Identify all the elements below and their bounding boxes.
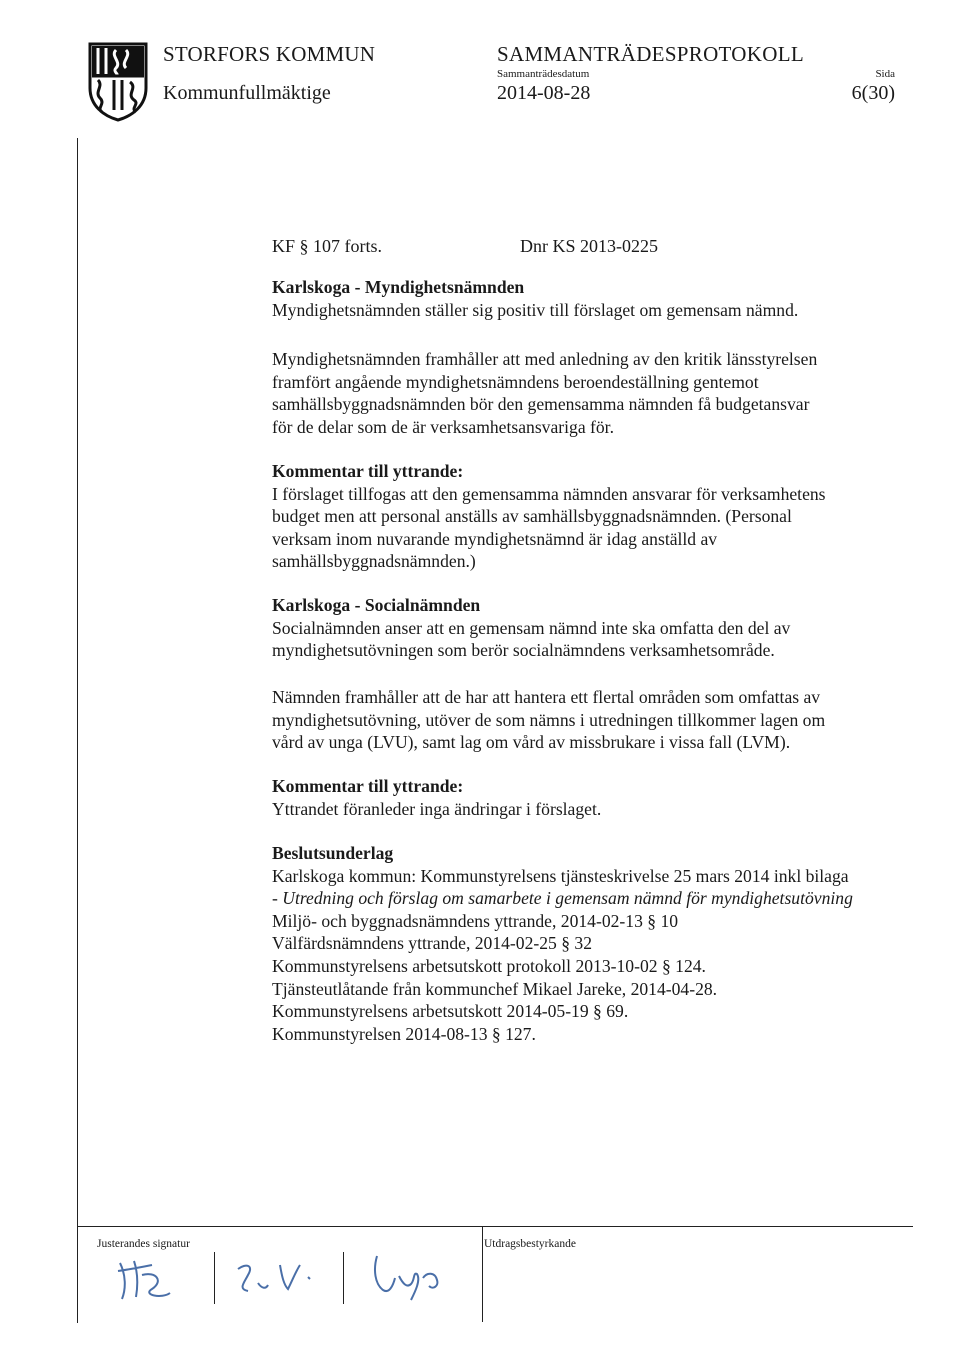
meeting-date-label: Sammanträdesdatum bbox=[497, 68, 590, 80]
text-line: samhällsbyggnadsnämnden bör den gemensamma nämnden få budgetansvar bbox=[272, 394, 810, 415]
signature-initials-2 bbox=[228, 1255, 328, 1305]
reference-line: Tjänsteutlåtande från kommunchef Mikael Jareke, 2014-04-28. bbox=[272, 978, 718, 999]
signature-divider bbox=[214, 1252, 215, 1304]
meeting-date: 2014-08-28 bbox=[497, 82, 591, 104]
text-line: verksam inom nuvarande myndighetsnämnd är idag anställd av bbox=[272, 528, 718, 549]
paragraph: Yttrandet föranleder inga ändringar i förslaget. bbox=[272, 798, 602, 819]
beslutsunderlag-section bbox=[272, 842, 853, 1045]
reference-line: - Utredning och förslag om samarbete i gemensam nämnd för myndighetsutövning bbox=[272, 888, 853, 909]
extract-certification-label: Utdragsbestyrkande bbox=[484, 1238, 576, 1250]
section-heading: Karlskoga - Socialnämnden bbox=[272, 595, 481, 615]
signature-initials-3 bbox=[365, 1250, 465, 1310]
footer-divider bbox=[482, 1226, 483, 1322]
reference-line: Kommunstyrelsen 2014-08-13 § 127. bbox=[272, 1023, 536, 1044]
section-heading: Beslutsunderlag bbox=[272, 843, 394, 863]
coat-of-arms-logo bbox=[86, 40, 150, 127]
organization-name: STORFORS KOMMUN bbox=[163, 42, 376, 66]
text-line: myndighetsutövningen som berör socialnämndens verksamhetsområde. bbox=[272, 640, 775, 661]
paragraph: Myndighetsnämnden ställer sig positiv till förslaget om gemensam nämnd. bbox=[272, 299, 799, 320]
text-line: myndighetsutövning, utöver de som nämns i utredningen tillkommer lagen om bbox=[272, 709, 826, 730]
reference-line: Kommunstyrelsens arbetsutskott protokoll 2013-10-02 § 124. bbox=[272, 955, 706, 976]
kommentar-2-section bbox=[272, 775, 601, 820]
comment-heading: Kommentar till yttrande: bbox=[272, 776, 464, 796]
text-line: budget men att personal anställs av samhällsbyggnadsnämnden. (Personal bbox=[272, 506, 792, 527]
text-line: vård av unga (LVU), samt lag om vård av missbrukare i vissa fall (LVM). bbox=[272, 732, 791, 753]
myndighet-section bbox=[272, 276, 798, 321]
organization-body: Kommunfullmäktige bbox=[163, 82, 331, 104]
social-paragraph-2 bbox=[272, 686, 825, 754]
case-number: Dnr KS 2013-0225 bbox=[520, 236, 658, 256]
kommentar-1-section bbox=[272, 460, 826, 573]
reference-line: Kommunstyrelsens arbetsutskott 2014-05-19 § 69. bbox=[272, 1001, 629, 1022]
section-heading: Karlskoga - Myndighetsnämnden bbox=[272, 277, 525, 297]
margin-rule bbox=[77, 138, 78, 1323]
paragraph-reference: KF § 107 forts. bbox=[272, 236, 383, 256]
reference-line: Karlskoga kommun: Kommunstyrelsens tjänsteskrivelse 25 mars 2014 inkl bilaga bbox=[272, 865, 849, 886]
reference-line: Miljö- och byggnadsnämndens yttrande, 2014-02-13 § 10 bbox=[272, 910, 679, 931]
text-line: Myndighetsnämnden framhåller att med anledning av den kritik länsstyrelsen bbox=[272, 349, 818, 369]
page-label: Sida bbox=[875, 68, 895, 80]
comment-heading: Kommentar till yttrande: bbox=[272, 461, 464, 481]
footer-rule bbox=[77, 1226, 913, 1227]
text-line: I förslaget tillfogas att den gemensamma nämnden ansvarar för verksamhetens bbox=[272, 483, 826, 504]
document-type: SAMMANTRÄDESPROTOKOLL bbox=[497, 42, 804, 66]
signature-initials-1 bbox=[112, 1255, 182, 1310]
text-line: Socialnämnden anser att en gemensam nämnd inte ska omfatta den del av bbox=[272, 617, 791, 638]
text-line: Nämnden framhåller att de har att hantera ett flertal områden som omfattas av bbox=[272, 687, 821, 707]
text-line: för de delar som de är verksamhetsansvariga för. bbox=[272, 416, 614, 437]
page-number: 6(30) bbox=[851, 82, 895, 104]
text-line: samhällsbyggnadsnämnden.) bbox=[272, 551, 476, 572]
signature-label: Justerandes signatur bbox=[97, 1238, 190, 1250]
social-section bbox=[272, 594, 790, 662]
signature-divider bbox=[343, 1252, 344, 1304]
reference-line: Välfärdsnämndens yttrande, 2014-02-25 § 32 bbox=[272, 933, 593, 954]
text-line: framfört angående myndighetsnämndens beroendeställning gentemot bbox=[272, 371, 759, 392]
myndighet-paragraph-2 bbox=[272, 348, 817, 438]
